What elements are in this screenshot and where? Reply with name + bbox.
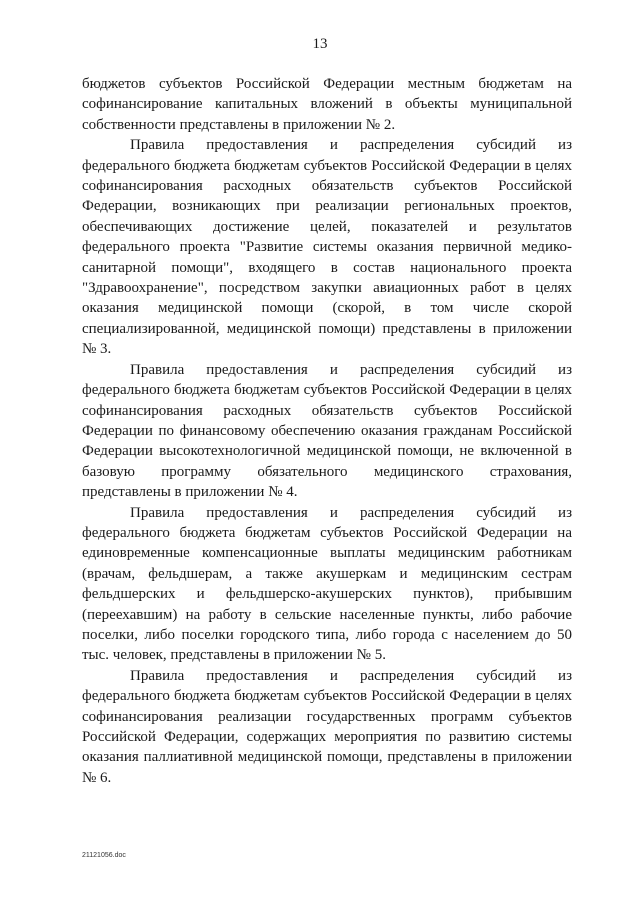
footer-file-code: 21121056.doc bbox=[82, 852, 126, 859]
paragraph-appendix-3: Правила предоставления и распределения субсидий из федерального бюджета бюджетам субъектов Российской Федерации в целях софинансирования расходных обязательств субъектов Российской Федерации, возникающих при реализации региональных проектов, обеспечивающих достижение целей, показателей и результатов федерального проекта "Развитие системы оказания первичной медико-санитарной помощи", входящего в состав национального проекта "Здравоохранение", посредством закупки авиационных работ в целях оказания медицинской помощи (скорой, в том числе скорой специализированной, медицинской помощи) представлены в приложении № 3. bbox=[82, 137, 572, 358]
paragraph-continuation: бюджетов субъектов Российской Федерации местным бюджетам на софинансирование капитальных вложений в объекты муниципальной собственности представлены в приложении № 2. bbox=[82, 76, 572, 133]
paragraph-appendix-6: Правила предоставления и распределения субсидий из федерального бюджета бюджетам субъектов Российской Федерации в целях софинансирования реализации государственных программ субъектов Российской Федерации, содержащих мероприятия по развитию системы оказания паллиативной медицинской помощи, представлены в приложении № 6. bbox=[82, 667, 572, 786]
page-number: 13 bbox=[312, 36, 328, 52]
paragraph-appendix-4: Правила предоставления и распределения субсидий из федерального бюджета бюджетам субъектов Российской Федерации в целях софинансирования расходных обязательств субъектов Российской Федерации по финансовому обеспечению оказания гражданам Российской Федерации высокотехнологичной медицинской помощи, не включенной в базовую программу обязательного медицинского страхования, представлены в приложении № 4. bbox=[82, 361, 572, 501]
document-body bbox=[82, 74, 572, 788]
paragraph-appendix-5: Правила предоставления и распределения субсидий из федерального бюджета бюджетам субъектов Российской Федерации на единовременные компенсационные выплаты медицинским работникам (врачам, фельдшерам, а также акушеркам и медицинским сестрам фельдшерских и фельдшерско-акушерских пунктов), прибывшим (переехавшим) на работу в сельские населенные пункты, либо рабочие поселки, либо поселки городского типа, либо города с населением до 50 тыс. человек, представлены в приложении № 5. bbox=[82, 504, 572, 664]
